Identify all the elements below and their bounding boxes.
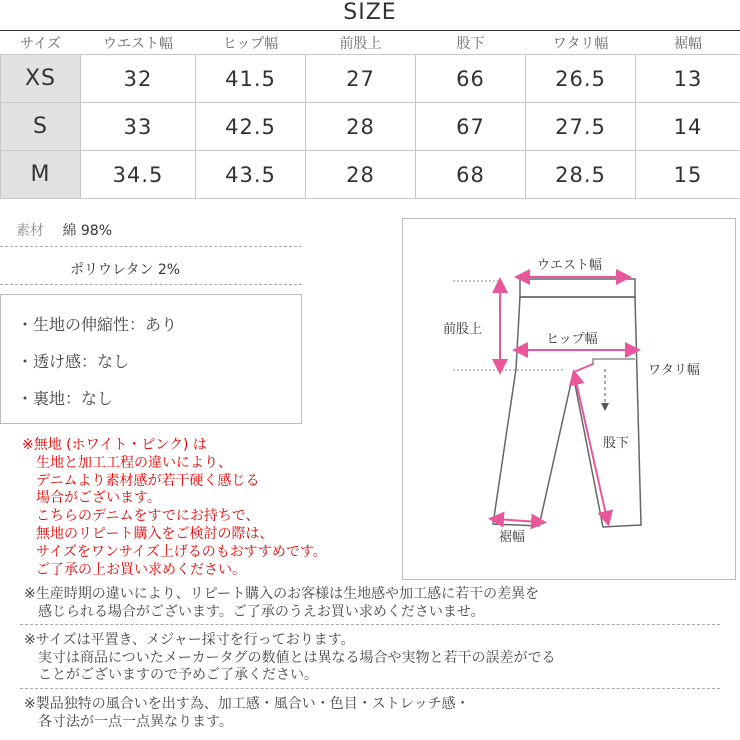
table-cell: 15 [636, 151, 740, 199]
table-row [1, 55, 740, 103]
measurement-note: ※サイズは平置き、メジャー採寸を行っております。 実寸は商品についたメーカータグの数値とは異なる場合や実物と若干の誤差がでる ことがございますので予めご了承ください。 [24, 632, 556, 683]
size-label: M [1, 151, 81, 199]
feature-lining: ・裏地：なし [17, 389, 114, 408]
header-size: サイズ [20, 36, 61, 52]
measurement-diagram [402, 218, 736, 580]
material-value-1: 綿 98% [62, 223, 113, 239]
material-label: 素材 [16, 223, 44, 239]
table-cell: 67 [416, 103, 526, 151]
table-cell: 32 [81, 55, 196, 103]
table-row [1, 103, 740, 151]
material-value-2: ポリウレタン 2% [70, 262, 181, 278]
table-cell: 66 [416, 55, 526, 103]
thigh-measure-line [574, 364, 593, 372]
table-cell: 28 [306, 103, 416, 151]
divider [0, 284, 302, 285]
header-rise: 前股上 [339, 36, 382, 52]
table-row [1, 151, 740, 199]
table-cell: 34.5 [81, 151, 196, 199]
production-note: ※生産時期の違いにより、リピート購入のお客様は生地感や加工感に若干の差異を 感じられる場合がございます。ご了承のうえお買い求めくださいませ。 [24, 586, 540, 620]
table-cell: 14 [636, 103, 740, 151]
table-cell: 26.5 [526, 55, 636, 103]
table-cell: 28 [306, 151, 416, 199]
material-line-1 [16, 220, 112, 240]
table-cell: 27.5 [526, 103, 636, 151]
header-hip: ヒップ幅 [222, 36, 279, 52]
title-divider [0, 30, 740, 31]
thigh-label: ワタリ幅 [648, 363, 700, 378]
header-hem: 裾幅 [674, 36, 702, 52]
product-variance-note: ※製品独特の風合いを出す為、加工感・風合い・色目・ストレッチ感・ 各寸法が一点一点異なります。 [24, 696, 470, 730]
size-label: S [1, 103, 81, 151]
size-label: XS [1, 55, 81, 103]
table-cell: 28.5 [526, 151, 636, 199]
feature-sheerness: ・透け感：なし [17, 352, 130, 371]
hip-label: ヒップ幅 [546, 332, 598, 347]
page-title: SIZE [343, 0, 397, 25]
divider [0, 246, 302, 247]
table-cell: 33 [81, 103, 196, 151]
inseam-label: 股下 [603, 436, 630, 451]
table-cell: 43.5 [196, 151, 306, 199]
table-cell: 41.5 [196, 55, 306, 103]
table-cell: 68 [416, 151, 526, 199]
divider [20, 624, 720, 625]
divider [20, 688, 720, 689]
size-table [0, 32, 740, 199]
size-table-header-row [1, 32, 740, 55]
table-cell: 27 [306, 55, 416, 103]
hem-measure-line [496, 519, 539, 522]
hem-label: 裾幅 [499, 530, 526, 545]
table-cell: 13 [636, 55, 740, 103]
waist-label: ウエスト幅 [537, 258, 603, 273]
pants-illustration [403, 219, 737, 581]
color-variant-note: ※無地 (ホワイト・ピンク) は 生地と加工工程の違いにより、 デニムより素材感が若干硬く感じる 場合がございます。 こちらのデニムをすでにお持ちで、 無地のリピート購入をご検討の際は、 サイズをワンサイズ上げるのもおすすめです。 ご了承の上お買い求めください。 [22, 437, 327, 578]
rise-label: 前股上 [443, 322, 483, 337]
table-cell: 42.5 [196, 103, 306, 151]
feature-stretch: ・生地の伸縮性：あり [17, 315, 178, 334]
header-inseam: 股下 [456, 36, 485, 52]
header-thigh: ワタリ幅 [552, 36, 609, 52]
thigh-guide-line [593, 359, 635, 365]
header-waist: ウエスト幅 [103, 36, 173, 52]
waistband-shape [520, 279, 635, 297]
fabric-feature-box [0, 294, 302, 424]
